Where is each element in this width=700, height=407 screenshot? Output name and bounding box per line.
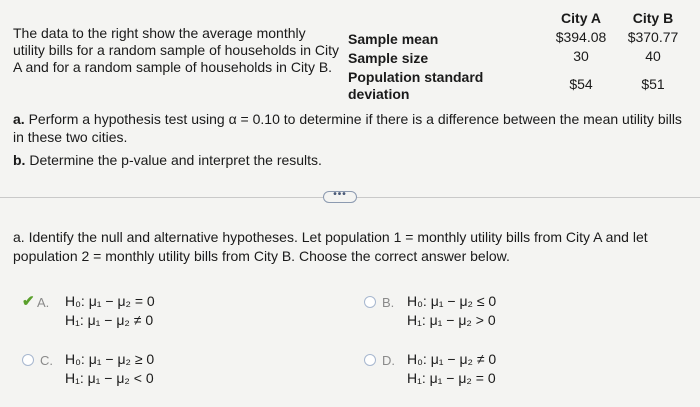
option-b-h0: H₀: μ₁ − μ₂ ≤ 0 [407,293,497,309]
option-b-h1: H₁: μ₁ − μ₂ > 0 [407,312,496,328]
option-b-letter: B. [382,295,395,310]
cell-size-city-b: 40 [645,48,661,64]
part-b-body: Determine the p-value and interpret the results. [29,152,322,168]
option-d-radio[interactable] [364,354,376,366]
option-a-h0: H₀: μ₁ − μ₂ = 0 [65,293,155,309]
expand-more-button[interactable]: ••• [323,191,357,203]
option-c-letter: C. [40,353,53,368]
cell-sd-city-b: $51 [641,76,665,92]
row-label-population-sd: Population standard deviation [348,69,484,102]
cell-mean-city-b: $370.77 [627,29,679,45]
option-d-h1: H₁: μ₁ − μ₂ = 0 [407,370,496,386]
option-a-letter: A. [37,295,50,310]
column-header-city-b: City B [632,10,674,26]
part-b-label: b. [13,152,26,168]
option-c-radio[interactable] [22,354,34,366]
cell-size-city-a: 30 [573,48,589,64]
problem-intro: The data to the right show the average monthly utility bills for a random sample of households in City A and for a random sample of households in City B. [13,25,340,75]
cell-mean-city-a: $394.08 [555,29,607,45]
option-d-letter: D. [382,353,395,368]
cell-sd-city-a: $54 [569,76,593,92]
column-header-city-a: City A [561,10,601,26]
option-c-h1: H₁: μ₁ − μ₂ < 0 [65,370,154,386]
option-c-h0: H₀: μ₁ − μ₂ ≥ 0 [65,351,155,367]
correct-check-icon: ✔ [22,293,35,310]
row-label-sample-size: Sample size [348,50,429,66]
option-b-radio[interactable] [364,296,376,308]
question-text: a. Identify the null and alternative hypotheses. Let population 1 = monthly utility bills from City A and let population 2 = monthly utility bills from City B. Choose the correct answer below. [13,229,648,264]
part-b-text [13,151,693,169]
part-a-text [13,110,693,146]
option-d-h0: H₀: μ₁ − μ₂ ≠ 0 [407,351,497,367]
part-a-body: Perform a hypothesis test using α = 0.10 to determine if there is a difference between the mean utility bills in these two cities. [13,111,682,145]
row-label-sample-mean: Sample mean [348,31,439,47]
option-a-h1: H₁: μ₁ − μ₂ ≠ 0 [65,312,154,328]
part-a-label: a. [13,111,25,127]
